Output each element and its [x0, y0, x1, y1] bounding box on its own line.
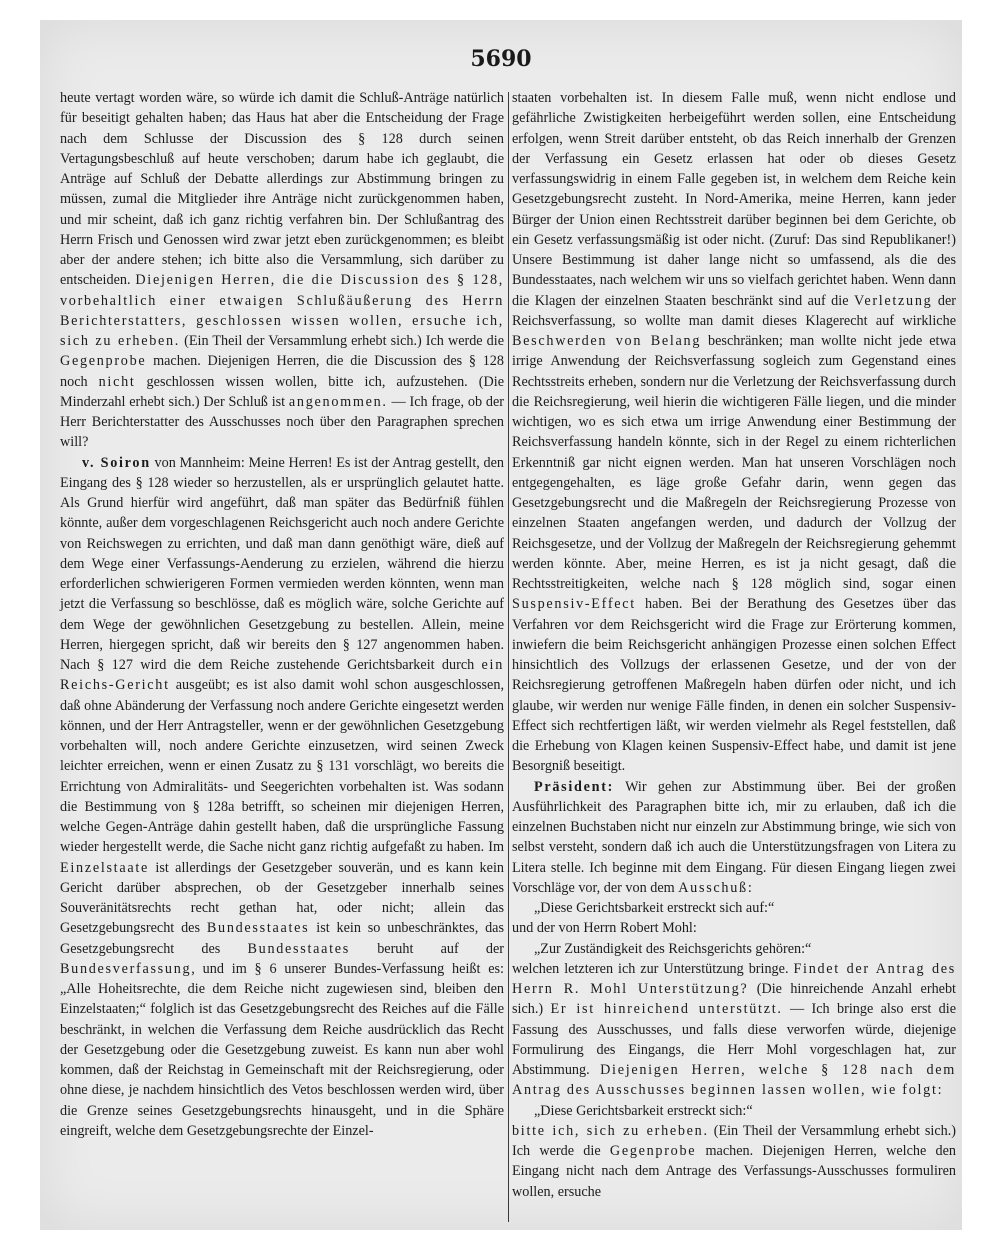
spaced-emphasis: Verletzung: [853, 292, 933, 309]
speaker-name: Präsident:: [534, 778, 615, 795]
quotation: „Diese Gerichtsbarkeit erstreckt sich auf:“: [534, 900, 775, 916]
text-run: der Reichsverfassung, so wollte man damit dieses Klagerecht auf wirkliche: [512, 292, 956, 329]
text-run: , und im § 6 unserer Bundes-Verfassung heißt es: „Alle Hoheitsrechte, die dem Reiche nicht zugewiesen sind, bleiben den Einzelstaaten;“ folglich ist das Gesetzgebungsrecht des Reiches auf die Fälle beschränkt, in welchen die Verfassung dem Reiche ausdrücklich das Recht der Gesetzgebung oder die Gesetzgebung zuweist. Es kann nun aber wohl kommen, daß der Reichstag in Gemeinschaft mit der Reichsregierung, oder ohne diese, je nachdem hinsichtlich des Vetos beschlossen werden wird, über die Grenze seines Gesetzgebungsrechts hinausgeht, und in die Sphäre eingreift, welche dem Gesetzgebungsrechte der Einzel-: [60, 960, 504, 1139]
spaced-emphasis: nicht: [98, 373, 136, 390]
paragraph: [60, 88, 504, 453]
text-run: beschränken; man wollte nicht jede etwa irrige Anwendung der Reichsverfassung sogleich zum Gegenstand eines Rechtsstreits erheben, sondern nur die Verletzung der Reichsverfassung durch die Reichsregierung, weil hierin die wichtigeren Fälle liegen, und die minder wichtigen, wo es sich etwa um irrige Anwendung einer Bestimmung der Reichsverfassung handeln könnte, sich in der Regel zu einem richterlichen Erkenntniß gar nicht eignen werden. Man hat unseren Vorschlägen noch entgegengehalten, es läge große Gefahr darin, wenn gegen das Gesetzgebungsrecht und die Maßregeln der Reichsregierung Prozesse von einzelnen Staaten angefangen werden, und dadurch der Vollzug der Reichsgesetze, und der Vollzug der Maßregeln der Reichsregierung gehemmt werden könnte. Aber, meine Herren, es ist ja nicht gesagt, daß die Rechtsstreitigkeiten, welche nach § 128 möglich sind, sogar einen: [512, 333, 956, 592]
text-run: geschlossen wissen wollen, bitte ich, aufzustehen. (Die Minderzahl erhebt sich.) Der Schluß ist: [60, 373, 504, 410]
text-run: Wir gehen zur Abstimmung über. Bei der großen Ausführlichkeit des Paragraphen bitte ich, mir zu erlauben, daß ich die einzelnen Buchstaben nicht nur einzeln zur Abstimmung bringe, wie sich von selbst versteht, sondern daß ich auch die Unterstützungsfragen von Litera zu Litera stelle. Ich beginne mit dem Eingang. Für diesen Eingang liegen zwei Vorschläge vor, der von dem: [512, 778, 956, 896]
spaced-emphasis: Bundesstaates: [247, 940, 351, 957]
text-run: — Ich frage, ob der Herr Berichterstatter des Ausschusses noch über den Paragraphen sprechen will?: [60, 393, 504, 451]
text-run: (Ein Theil der Versammlung erhebt sich.) Ich werde die: [180, 333, 504, 349]
spaced-emphasis: Bundesstaates: [206, 920, 310, 937]
text-run: von Mannheim: Meine Herren! Es ist der Antrag gestellt, den Eingang des § 128 wieder so herzustellen, als er ursprünglich gelautet hatte. Als Grund hierfür wird angeführt, daß man später das Bedürfniß fühlen könnte, außer dem vorgeschlagenen Reichsgericht auch noch andere Gerichte von Reichswegen zu errichten, und daß man dann genöthigt wäre, dieß auf dem Wege einer Verfassungs-Aenderung zu erzielen, während die hierzu erforderlichen schwierigeren Formen vermieden werden könnten, wenn man jetzt die Verfassung so beschlösse, daß es möglich wäre, solche Gerichte auf dem Wege der gewöhnlichen Gesetzgebung zu bestellen. Allein, meine Herren, hiergegen spricht, daß wir bereits den § 127 angenommen haben. Nach § 127 wird die dem Reiche zustehende Gerichtsbarkeit durch: [60, 454, 504, 673]
text-run: heute vertagt worden wäre, so würde ich damit die Schluß-Anträge natürlich für beseitigt gehalten haben; das Haus hat aber die Entscheidung der Frage nach dem Schlusse der Discussion des § 128 durch seinen Vertagungsbeschluß auf heute verschoben; darum habe ich geglaubt, die Anträge auf Schluß der Debatte allerdings zur Abstimmung bringen zu müssen, zumal die Mitglieder ihre Anträge nicht zurückgenommen haben, und mir scheint, daß ich ganz richtig verfahren bin. Der Schlußantrag des Herrn Frisch und Genossen wird zwar jetzt eben zurückgenommen; es bleibt aber der andere stehen; ich bitte also die Versammlung, sich darüber zu entscheiden.: [60, 90, 504, 289]
paragraph: und der von Herrn Robert Mohl:: [512, 920, 697, 937]
quotation: „Zur Zuständigkeit des Reichsgerichts gehören:“: [534, 940, 812, 957]
paragraph: [60, 453, 504, 1142]
spaced-emphasis: Diejenigen Herren, welche § 128 nach dem Antrag des Ausschusses beginnen lassen wollen, wie folgt:: [512, 1062, 956, 1099]
left-column: [60, 88, 504, 1141]
spaced-emphasis: ein Reichs-Gericht: [60, 657, 504, 694]
text-run: (Ein Theil der Versammlung erhebt sich.) Ich werde die: [512, 1122, 956, 1159]
text-run: ausgeübt; es ist also damit wohl schon ausgeschlossen, daß ohne Abänderung der Verfassung noch andere Gerichte eingesetzt werden können, und der Herr Antragsteller, wenn er der gewöhnlichen Gesetzgebung vorbehalten will, noch andere Gerichte einzusetzen, wird seinen Zweck leichter erreichen, wenn er einen Zusatz zu § 131 vorschlägt, wo bereits die Errichtung von Admiralitäts- und Seegerichten vorbehalten ist. Was sodann die Bestimmung von § 128a betrifft, so scheinen mir diejenigen Herren, welche Gegen-Anträge dahin gestellt haben, daß die ursprüngliche Fassung wieder hergestellt werde, die Sache nicht ganz richtig aufgefaßt zu haben. Im: [60, 677, 504, 856]
text-run: machen. Diejenigen Herren, welche den Eingang nicht nach dem Antrage des Verfassungs-Ausschusses formuliren wollen, ersuche: [512, 1143, 957, 1200]
quotation: „Diese Gerichtsbarkeit erstreckt sich:“: [534, 1102, 753, 1119]
text-run: :: [747, 879, 752, 896]
spaced-emphasis: Einzelstaate: [60, 859, 149, 876]
spaced-emphasis: Gegenprobe: [60, 353, 147, 370]
spaced-emphasis: Er ist hinreichend unterstützt.: [550, 1001, 783, 1018]
right-column: [512, 88, 956, 1202]
spaced-emphasis: Bundesverfassung: [60, 960, 192, 977]
spaced-emphasis: Diejenigen Herren, die die Discussion des § 128, vorbehaltlich einer etwaigen Schlußäußerung des Herrn Berichterstatters, geschlossen wissen wollen, ersuche ich, sich zu erheben.: [60, 272, 504, 349]
paragraph: [512, 1121, 956, 1202]
spaced-emphasis: Beschwerden von Belang: [512, 333, 702, 349]
text-run: machen. Diejenigen Herren, die die Discussion des § 128 noch: [60, 353, 504, 390]
spaced-emphasis: angenommen.: [288, 393, 388, 410]
text-run: ist allerdings der Gesetzgeber souverän, und es kann kein Gericht darüber absprechen, ob der Gesetzgeber innerhalb seines Souveränitätsrechts recht gethan hat, oder nicht; allein das Gesetzgebungsrecht des: [60, 859, 504, 937]
text-run: staaten vorbehalten ist. In diesem Falle muß, wenn nicht endlose und gefährliche Zwistigkeiten herbeigeführt werden sollen, eine Entscheidung erfolgen, wenn Streit darüber entsteht, ob das Reich innerhalb der Grenzen der Verfassung ein Gesetz erlassen hat oder ob dieses Gesetz verfassungswidrig in einem Falle gegeben ist, in welchem dem Reiche kein Gesetzgebungsrecht zusteht. In Nord-Amerika, meine Herren, kann jeder Bürger der Union einen Rechtsstreit darüber beginnen bei dem Gerichte, ob ein Gesetz verfassungsmäßig ist oder nicht. (Zuruf: Das sind Republikaner!) Unsere Bestimmung ist daher lange nicht so umfassend, als die des Bundesstaates, nach welchem wir uns so vielfach gerichtet haben. Wenn dann die Klagen der einzelnen Staaten beschränkt sind auf die: [512, 90, 956, 309]
spaced-emphasis: Suspensiv-Effect: [512, 596, 636, 613]
column-divider: [508, 92, 509, 1222]
text-run: welchen letzteren ich zur Unterstützung bringe.: [512, 960, 794, 977]
paragraph: [512, 959, 956, 1101]
newspaper-page: [40, 20, 962, 1230]
page-number: 5690: [470, 46, 532, 72]
text-run: ist kein so unbeschränktes, das Gesetzgebungsrecht des: [60, 920, 505, 957]
paragraph: [512, 777, 956, 899]
spaced-emphasis: Ausschuß: [678, 879, 748, 896]
speaker-name: v. Soiron: [82, 454, 151, 471]
text-run: haben. Bei der Berathung des Gesetzes über das Verfahren vor dem Reichsgericht wird die Frage zur Erörterung kommen, inwiefern die beim Reichsgericht anhängigen Prozesse einen solchen Effect hinsichtlich des Vollzugs der erlassenen Gesetze, und der von der Reichsregierung getroffenen Maßregeln haben dürfen oder nicht, und ich glaube, wir werden nur wenige Fälle finden, in denen ein solcher Suspensiv-Effect sich rechtfertigen läßt, wir werden vielmehr als Regel feststellen, daß die Erhebung von Klagen keinen Suspensiv-Effect habe, und damit ist jene Besorgniß beseitigt.: [512, 596, 956, 775]
spaced-emphasis: bitte ich, sich zu erheben.: [512, 1122, 709, 1139]
spaced-emphasis: Findet der Antrag des Herrn R. Mohl Unterstützung?: [512, 960, 957, 997]
paragraph: [512, 88, 956, 777]
text-run: beruht auf der: [350, 940, 504, 957]
text-run: (Die hinreichende Anzahl erhebt sich.): [512, 981, 957, 1018]
text-run: — Ich bringe also erst die Fassung des Ausschusses, und falls diese verworfen würde, diejenige Formulirung des Eingangs, die Herr Mohl vorgeschlagen hat, zur Abstimmung.: [512, 1001, 956, 1078]
spaced-emphasis: Gegenprobe: [609, 1143, 697, 1159]
